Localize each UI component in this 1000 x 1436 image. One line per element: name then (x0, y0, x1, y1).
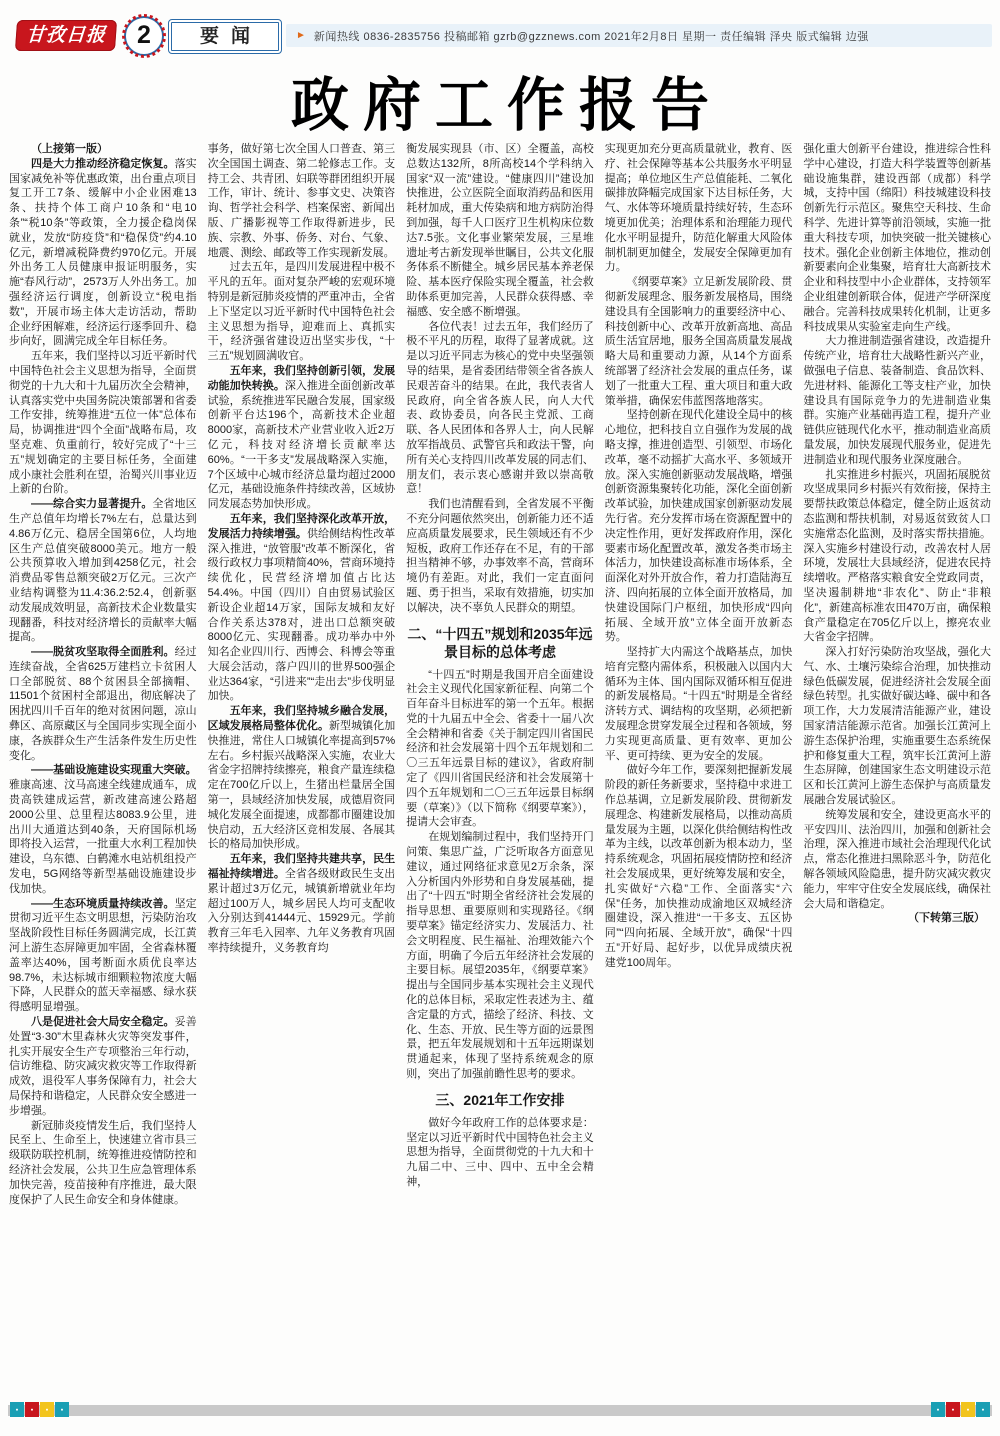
paragraph-lead: ——综合实力显著提升。 (31, 498, 153, 511)
paragraph: ——综合实力显著提升。全省地区生产总值年均增长7%左右，总量达到4.86万亿元、稳居全国第6位，人均地区生产总值突破8000美元。地方一般公共预算收入增加到4258亿元，社会消费品零售总额突破2万亿元。三次产业结构调整为11.4:36.2:52.4，创新驱动发展成效明显，高新技术企业数量实现翻番，科技对经济增长的贡献率大幅提高。 (9, 498, 197, 644)
section-label: 要闻 (168, 19, 282, 54)
footer-logo-right (931, 1402, 990, 1417)
paragraph-lead: 五年来，我们坚持共建共享，民生福祉持续增进。 (207, 853, 396, 881)
continuation-note: （下转第三版） (907, 912, 985, 925)
article-column-5 (803, 142, 991, 1396)
paragraph-lead: 四是大力推动经济稳定恢复。 (31, 157, 175, 170)
footer-bar (8, 1402, 992, 1418)
media-logo-block: ᭼ (931, 1402, 945, 1417)
paragraph: 我们也清醒看到，全省发展不平衡不充分问题依然突出，创新能力还不适应高质量发展要求，民生领域还有不少短板，政府工作还存在不足，有的干部担当精神不够，办事效率不高，营商环境仍有差距。对此，我们一定直面问题、勇于担当，采取有效措施，切实加以解决，决不辜负人民群众的期望。 (406, 498, 594, 614)
paragraph-lead: 五年来，我们坚持深化改革开放，发展活力持续增强。 (207, 512, 396, 540)
paragraph: 深入打好污染防治攻坚战，强化大气、水、土壤污染综合治理，加快推动绿色低碳发展，促进经济社会发展全面绿色转型。扎实做好碳达峰、碳中和各项工作，大力发展清洁能源产业，建设国家清洁能源示范省。加强长江黄河上游生态保护治理，实施重要生态系统保护和修复重大工程，筑牢长江黄河上游生态屏障，创建国家生态文明建设示范区和长江黄河上游生态保护与高质量发展融合发展试验区。 (803, 646, 991, 807)
paragraph: 事务，做好第七次全国人口普查、第三次全国国土调查、第二轮修志工作。支持工会、共青团、妇联等群团组织开展工作，审计、统计、参事文史、决策咨询、哲学社会科学、档案保密、新闻出版、广播影视等工作取得新进步，民族、宗教、外事、侨务、对台、气象、地震、测绘、邮政等工作实现新发展。 (207, 143, 396, 259)
paragraph-lead: 五年来，我们坚持城乡融合发展，区域发展格局整体优化。 (207, 705, 396, 733)
paragraph: 衡发展实现县（市、区）全覆盖，高校总数达132所，8所高校14个学科纳入国家“双一流”建设。“健康四川”建设加快推进，公立医院全面取消药品和医用耗材加成，重大传染病和地方病防治得到加强，每千人口医疗卫生机构床位数达7.5张。文化事业繁荣发展，三星堆遗址考古新发现举世瞩目，公共文化服务体系不断健全。城乡居民基本养老保险、基本医疗保险实现全覆盖，社会救助体系更加完善，人民群众获得感、幸福感、安全感不断增强。 (406, 143, 594, 318)
masthead (8, 16, 992, 58)
paragraph: 坚持扩大内需这个战略基点，加快培育完整内需体系，积极融入以国内大循环为主体、国内国际双循环相互促进的新发展格局。“十四五”时期是全省经济转方式、调结构的攻坚期，必须把新发展理念贯穿发展全过程和各领域，努力实现更高质量、更有效率、更加公平、更可持续、更为安全的发展。 (604, 646, 793, 762)
paragraph: （上接第一版） (31, 143, 108, 155)
section-heading: 三、2021年工作安排 (435, 1091, 565, 1108)
page-headline: 政府工作报告 (290, 73, 723, 138)
media-logo-block: ᭼ (40, 1402, 54, 1417)
media-logo-block: ᭼ (25, 1402, 39, 1417)
paragraph: 强化重大创新平台建设，推进综合性科学中心建设，打造大科学装置等创新基础设施集群，建设西部（成都）科学城，支持中国（绵阳）科技城建设科技创新先行示范区。聚焦空天科技、生命科学、先进计算等前沿领域，实施一批重大科技专项，加快突破一批关键核心技术。强化企业创新主体地位，推动创新要素向企业集聚，培育壮大高新技术企业和科技型中小企业群体，支持领军企业组建创新联合体，促进产学研深度融合。完善科技成果转化机制，让更多科技成果从实验室走向生产线。 (803, 143, 991, 333)
paragraph: 过去五年，是四川发展进程中极不平凡的五年。面对复杂严峻的宏观环境特别是新冠肺炎疫情的严重冲击，全省上下坚定以习近平新时代中国特色社会主义思想为指导，迎难而上、真抓实干，经济强省建设迈出坚实步伐，“十三五”规划圆满收官。 (207, 261, 396, 363)
paragraph: 五年来，我们坚持深化改革开放，发展活力持续增强。供给侧结构性改革深入推进，“放管服”改革不断深化，省级行政权力事项精简40%，营商环境持续优化，民营经济增加值占比达54.4%。中国（四川）自由贸易试验区新设企业超14万家，国际友城和友好合作关系达378对，进出口总额突破8000亿元、实现翻番。成功举办中外知名企业四川行、西博会、科博会等重大展会活动，落户四川的世界500强企业达364家，“引进来”“走出去”步伐明显加快。 (207, 512, 396, 703)
paragraph: 五年来，我们坚持创新引领，发展动能加快转换。深入推进全面创新改革试验，系统推进军民融合发展，国家级创新平台达196个，高新技术企业超8000家，高新技术产业营业收入近2万亿元，科技对经济增长贡献率达60%。“一干多支”发展战略深入实施，7个区域中心城市经济总量均超过2000亿元，基础设施条件持续改善，区域协同发展态势加快形成。 (207, 364, 396, 511)
media-logo-block: ᭼ (55, 1402, 69, 1417)
article-column-4 (605, 142, 793, 1396)
section-heading: 二、“十四五”规划和2035年远景目标的总体考虑 (407, 625, 593, 660)
page-number-badge: 2 (124, 16, 164, 56)
footer-logo-left (10, 1402, 69, 1417)
paragraph: 做好今年工作，要深刻把握新发展阶段的新任务新要求，坚持稳中求进工作总基调，立足新发展阶段、贯彻新发展理念、构建新发展格局，以推动高质量发展为主题，以深化供给侧结构性改革为主线，以改革创新为根本动力，坚持系统观念，巩固拓展疫情防控和经济社会发展成果，更好统筹发展和安全，扎实做好“六稳”工作、全面落实“六保”任务，加快推动成渝地区双城经济圈建设，深入推进“一干多支、五区协同”“四向拓展、全域开放”，确保“十四五”开好局、起好步，以优异成绩庆祝建党100周年。 (604, 764, 793, 969)
paragraph: 各位代表！过去五年，我们经历了极不平凡的历程，取得了显著成就。这是以习近平同志为核心的党中央坚强领导的结果，是省委团结带领全省各族人民艰苦奋斗的结果。在此，我代表省人民政府，向全省各族人民，向人大代表、政协委员，向各民主党派、工商联、各人民团体和各界人士，向人民解放军指战员、武警官兵和政法干警，向所有关心支持四川改革发展的同志们、朋友们，表示衷心感谢并致以崇高敬意！ (406, 320, 594, 496)
paragraph: 新冠肺炎疫情发生后，我们坚持人民至上、生命至上，快速建立省市县三级联防联控机制，统筹推进疫情防控和经济社会发展，公共卫生应急管理体系加快完善，疫苗接种有序推进，最大限度保护了人民生命安全和身体健康。 (9, 1119, 197, 1206)
paragraph: 五年来，我们坚持共建共享，民生福祉持续增进。全省各级财政民生支出累计超过3万亿元，城镇新增就业年均超过100万人，城乡居民人均可支配收入分别达到41444元、15929元。学前教育三年毛入园率、九年义务教育巩固率持续提升，义务教育均 (207, 853, 396, 955)
article-columns (9, 142, 991, 1396)
paragraph-lead: 五年来，我们坚持创新引领，发展动能加快转换。 (207, 364, 396, 392)
paragraph: 在规划编制过程中，我们坚持开门问策、集思广益，广泛听取各方面意见建议，通过网络征求意见2万余条，深入分析国内外形势和自身发展基础，提出了“十四五”时期全省经济社会发展的指导思想、重要原则和实现路径。《纲要草案》锚定经济实力、发展活力、社会文明程度、民生福祉、治理效能六个方面，明确了今后五年经济社会发展的主要目标。展望2035年，《纲要草案》提出与全国同步基本实现社会主义现代化的总体目标，采取定性表述为主、蕴含定量的方式，描绘了经济、科技、文化、生态、开放、民生等方面的远景图景，把五年发展规划和十五年远期谋划贯通起来，体现了坚持系统观念的原则，突出了加强前瞻性思考的要求。 (406, 831, 594, 1081)
paragraph: 四是大力推动经济稳定恢复。落实国家减免补等优惠政策，出台重点项目复工开工7条、缓解中小企业困难13条、扶持个体工商户10条和“电10条”“税10条”等政策，全力援企稳岗保就业，发放“防疫贷”和“稳保贷”约4.10亿元，新增减税降费约970亿元。开展外出务工人员健康申报证明服务，实施“春风行动”，2573万人外出务工。加强经济运行调度，创新设立“税电指数”，开展市场主体大走访活动，帮助企业纾困解难，经济运行逐季回升、稳步向好，圆满完成全年目标任务。 (9, 157, 197, 348)
paragraph: 实现更加充分更高质量就业，教育、医疗、社会保障等基本公共服务水平明显提高；单位地区生产总值能耗、二氧化碳排放降幅完成国家下达目标任务，大气、水体等环境质量持续好转，生态环境更加优美；治理体系和治理能力现代化水平明显提升，防范化解重大风险体制机制更加健全，发展安全保障更加有力。 (604, 143, 793, 274)
paragraph: 做好今年政府工作的总体要求是：坚定以习近平新时代中国特色社会主义思想为指导，全面贯彻党的十九大和十九届二中、三中、四中、五中全会精神， (406, 1116, 594, 1188)
paragraph: 五年来，我们坚持城乡融合发展，区域发展格局整体优化。新型城镇化加快推进，常住人口城镇化率提高到57%左右。乡村振兴战略深入实施，农业大省金字招牌持续擦亮，粮食产量连续稳定在700亿斤以上，生猪出栏量居全国第一，县域经济加快发展，成德眉资同城化发展全面提速，成都都市圈建设加快启动，五大经济区竞相发展、各展其长的格局加快形成。 (207, 705, 396, 851)
paragraph: 五年来，我们坚持以习近平新时代中国特色社会主义思想为指导，全面贯彻党的十九大和十九届历次全会精神，认真落实党中央国务院决策部署和省委工作安排，统筹推进“五位一体”总体布局，协调推进“四个全面”战略布局，攻坚克难、负重前行，较好完成了“十三五”规划确定的主要目标任务，全面建成小康社会胜利在望，治蜀兴川事业迈上新的台阶。 (9, 350, 197, 496)
paragraph-lead: ——脱贫攻坚取得全面胜利。 (31, 646, 175, 659)
media-logo-block: ᭼ (976, 1402, 990, 1417)
paragraph: 坚持创新在现代化建设全局中的核心地位，把科技自立自强作为发展的战略支撑，推进创造型、引领型、市场化改革，毫不动摇扩大高水平、多领域开放。深入实施创新驱动发展战略，增强创新资源集聚转化功能，深化全面创新改革试验，加快建成国家创新驱动发展先行省。充分发挥市场在资源配置中的决定性作用，更好发挥政府作用，深化要素市场化配置改革，激发各类市场主体活力，加快建设高标准市场体系，全面深化对外开放合作，着力打造陆海互济、四向拓展的立体全面开放格局，加快建设国际门户枢纽，加快形成“四向拓展、全域开放”立体全面开放新态势。 (604, 409, 793, 644)
paragraph: 统筹发展和安全，建设更高水平的平安四川、法治四川，加强和创新社会治理，深入推进市域社会治理现代化试点，常态化推进扫黑除恶斗争，防范化解各领域风险隐患，提升防灾减灾救灾能力，牢牢守住安全发展底线，确保社会大局和谐稳定。 (803, 808, 991, 910)
paragraph-lead: 八是促进社会大局安全稳定。 (31, 1016, 175, 1029)
paragraph: ——脱贫攻坚取得全面胜利。经过连续奋战，全省625万建档立卡贫困人口全部脱贫、88个贫困县全部摘帽、11501个贫困村全部退出，彻底解决了困扰四川千百年的绝对贫困问题，凉山彝区、高原藏区与全国同步实现全面小康，各族群众生产生活条件发生历史性变化。 (9, 646, 197, 762)
paragraph: 扎实推进乡村振兴，巩固拓展脱贫攻坚成果同乡村振兴有效衔接，保持主要帮扶政策总体稳定，健全防止返贫动态监测和帮扶机制，对易返贫致贫人口实施常态化监测，及时落实帮扶措施。深入实施乡村建设行动，改善农村人居环境，发展壮大县域经济，促进农民持续增收。严格落实粮食安全党政同责，坚决遏制耕地“非农化”、防止“非粮化”，新建高标准农田470万亩，确保粮食产量稳定在705亿斤以上，擦亮农业大省金字招牌。 (803, 468, 991, 644)
paragraph-lead: ——生态环境质量持续改善。 (31, 897, 175, 910)
paragraph-lead: ——基础设施建设实现重大突破。 (31, 764, 197, 777)
paragraph: ——生态环境质量持续改善。坚定贯彻习近平生态文明思想，污染防治攻坚战阶段性目标任务圆满完成，长江黄河上游生态屏障更加牢固，全省森林覆盖率达40%，国考断面水质优良率达98.7%，未达标城市细颗粒物浓度大幅下降，人民群众的蓝天幸福感、绿水获得感明显增强。 (9, 897, 197, 1014)
paragraph: “十四五”时期是我国开启全面建设社会主义现代化国家新征程、向第二个百年奋斗目标进军的第一个五年。根据党的十九届五中全会、省委十一届八次全会精神和省委《关于制定四川省国民经济和社会发展第十四个五年规划和二〇三五年远景目标的建议》，省政府制定了《四川省国民经济和社会发展第十四个五年规划和二〇三五年远景目标纲要（草案）》（以下简称《纲要草案》），提请大会审查。 (406, 668, 594, 829)
paragraph: 八是促进社会大局安全稳定。妥善处置“3·30”木里森林火灾等突发事件，扎实开展安全生产专项整治三年行动，信访维稳、防灾减灾救灾等工作取得新成效，退役军人事务保障有力，社会大局保持和谐稳定，人民群众安全感进一步增强。 (9, 1016, 197, 1117)
media-logo-block: ᭼ (946, 1402, 960, 1417)
masthead-info-strip (286, 24, 992, 47)
arrow-icon: ► (296, 30, 306, 41)
article-column-2 (208, 142, 396, 1396)
media-logo-block: ᭼ (10, 1402, 24, 1417)
masthead-info-text: 新闻热线 0836-2835756 投稿邮箱 gzrb@gzznews.com 2021年2月8日 星期一 责任编辑 泽央 版式编辑 边强 (313, 30, 869, 43)
paragraph: 《纲要草案》立足新发展阶段、贯彻新发展理念、服务新发展格局，围绕建设具有全国影响力的重要经济中心、科技创新中心、改革开放新高地、高品质生活宜居地，服务全国高质量发展战略大局和重要动力源，从14个方面系统部署了经济社会发展的重点任务，谋划了一批重大工程、重大项目和重大政策举措，确保宏伟蓝图落地落实。 (604, 276, 793, 407)
article-column-1 (9, 142, 197, 1396)
paper-logo: 甘孜日报 (15, 20, 117, 51)
paragraph: 大力推进制造强省建设，改造提升传统产业，培育壮大战略性新兴产业，做强电子信息、装备制造、食品饮料、先进材料、能源化工等支柱产业，加快建设具有国际竞争力的先进制造业集群。实施产业基础再造工程，提升产业链供应链现代化水平，推动制造业高质量发展，加快发展现代服务业，促进先进制造业和现代服务业深度融合。 (803, 335, 991, 466)
article-column-3 (406, 142, 594, 1396)
media-logo-block: ᭼ (961, 1402, 975, 1417)
paragraph: ——基础设施建设实现重大突破。雅康高速、汶马高速全线建成通车，成贵高铁建成运营，新改建高速公路超2000公里、总里程达8083.9公里，进出川大通道达到40条，天府国际机场即将投入运营，一批重大水利工程加快建设，乌东德、白鹤滩水电站机组投产发电，5G网络等新型基础设施建设步伐加快。 (9, 764, 197, 895)
footer-rule (8, 1405, 992, 1416)
